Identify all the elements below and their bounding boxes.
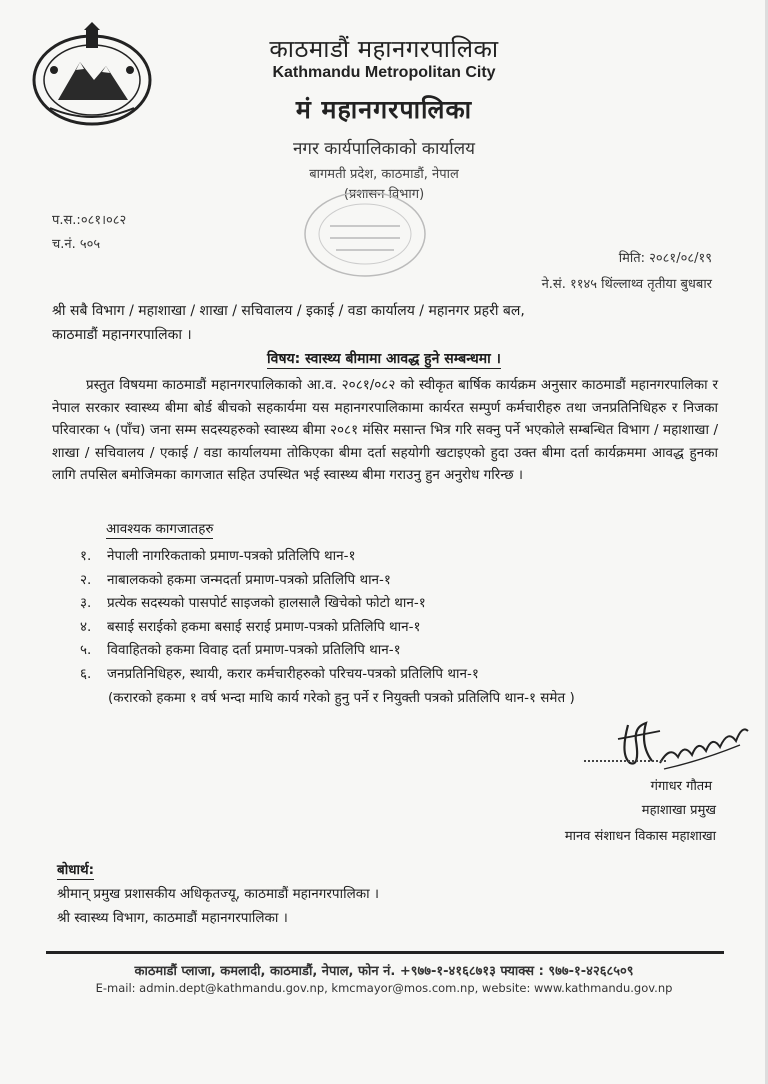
footer-divider bbox=[46, 951, 724, 954]
addressee-line-2: काठमाडौं महानगरपालिका । bbox=[52, 327, 192, 343]
signatory-division: मानव संशाधन विकास महाशाखा bbox=[564, 829, 716, 844]
dispatch-number: च.नं. ५०५ bbox=[52, 237, 101, 252]
list-item: ४. बसाई सराईको हकमा बसाई सराई प्रमाण-पत्रको प्रतिलिपि थान-१ bbox=[80, 618, 421, 635]
list-item: ६. जनप्रतिनिधिहरु, स्थायी, करार कर्मचारीहरुको परिचय-पत्रको प्रतिलिपि थान-१ bbox=[80, 665, 479, 682]
requirements-list bbox=[80, 546, 479, 688]
title-stylized: मं महानगरपालिका bbox=[295, 95, 473, 124]
office-stamp bbox=[300, 186, 430, 282]
title-english: Kathmandu Metropolitan City bbox=[272, 64, 496, 81]
title-nepali: काठमाडौं महानगरपालिका bbox=[269, 35, 499, 63]
office-location: बागमती प्रदेश, काठमाडौं, नेपाल bbox=[309, 167, 459, 182]
cc-recipient-1: श्रीमान् प्रमुख प्रशासकीय अधिकृतज्यू, काठमाडौं महानगरपालिका । bbox=[57, 886, 380, 902]
reference-number: प.स.:०८१।०८२ bbox=[52, 213, 127, 228]
addressee-line-1: श्री सबै विभाग / महाशाखा / शाखा / सचिवालय / इकाई / वडा कार्यालय / महानगर प्रहरी बल, bbox=[52, 303, 525, 319]
list-item: ५. विवाहितको हकमा विवाह दर्ता प्रमाण-पत्रको प्रतिलिपि थान-१ bbox=[80, 642, 401, 659]
cc-heading: बोधार्थ: bbox=[57, 862, 95, 878]
office-name: नगर कार्यपालिकाको कार्यालय bbox=[292, 139, 476, 159]
signatory-title: महाशाखा प्रमुख bbox=[641, 803, 716, 818]
signatory-name: गंगाधर गौतम bbox=[650, 779, 712, 794]
contract-note: (करारको हकमा १ वर्ष भन्दा माथि कार्य गरेको हुनु पर्ने र नियुक्ती पत्रको प्रतिलिपि थान-१ समेत ) bbox=[108, 690, 575, 706]
letter-body: प्रस्तुत विषयमा काठमाडौं महानगरपालिकाको आ.व. २०८१/०८२ को स्वीकृत बार्षिक कार्यक्रम अनुसार काठमाडौं महानगरपालिका र नेपाल सरकार स्वास्थ्य बीमा बोर्ड बीचको सहकार्यमा यस महानगरपालिकामा कार्यरत सम्पुर्ण कर्मचारीहरु तथा जनप्रतिनिधिहरु र निजका परिवारका ५ (पाँच) जना सम्म सदस्यहरुको स्वास्थ्य बीमा २०८१ मंसिर मसान्त भित्र गरि सक्नु पर्ने भएकोले सम्बन्धित विभाग / महाशाखा / शाखा / सचिवालय / एकाई / वडा कार्यालयमा तोकिएका बीमा दर्ता सहयोगी खटाइएको हुदा उक्त बीमा दर्ता कार्यक्रममा आवद्ध हुनका लागि तपसिल बमोजिमका कागजात सहित उपस्थित भई स्वास्थ्य बीमा गराउनु हुन अनुरोध गरिन्छ । bbox=[52, 377, 718, 483]
nepal-sambat-date: ने.सं. ११४५ थिंल्लाथ्व तृतीया बुधबार bbox=[541, 277, 712, 292]
letter-date: मिति: २०८१/०८/१९ bbox=[618, 251, 712, 266]
footer-address: काठमाडौं प्लाजा, कमलादी, काठमाडौं, नेपाल, फोन नं. +९७७-१-४१६८७१३ फ्याक्स : ९७७-१-४२६८५०९ bbox=[134, 964, 634, 979]
department-name: (प्रशासन विभाग) bbox=[343, 187, 425, 202]
footer-contact: E-mail: admin.dept@kathmandu.gov.np, kmcmayor@mos.com.np, website: www.kathmandu.gov.np bbox=[95, 981, 673, 995]
list-item: ३. प्रत्येक सदस्यको पासपोर्ट साइजको हालसालै खिचेको फोटो थान-१ bbox=[80, 595, 426, 612]
list-item: २. नाबालकको हकमा जन्मदर्ता प्रमाण-पत्रको प्रतिलिपि थान-१ bbox=[80, 571, 391, 588]
handwritten-signature bbox=[600, 705, 750, 777]
signature-dotted-line bbox=[584, 760, 666, 762]
subject-line: विषय: स्वास्थ्य बीमामा आवद्ध हुने सम्बन्धमा । bbox=[267, 351, 501, 367]
list-item: १. नेपाली नागरिकताको प्रमाण-पत्रको प्रतिलिपि थान-१ bbox=[80, 548, 356, 564]
cc-recipient-2: श्री स्वास्थ्य विभाग, काठमाडौं महानगरपालिका । bbox=[57, 910, 288, 926]
requirements-heading: आवश्यक कागजातहरु bbox=[106, 521, 214, 537]
